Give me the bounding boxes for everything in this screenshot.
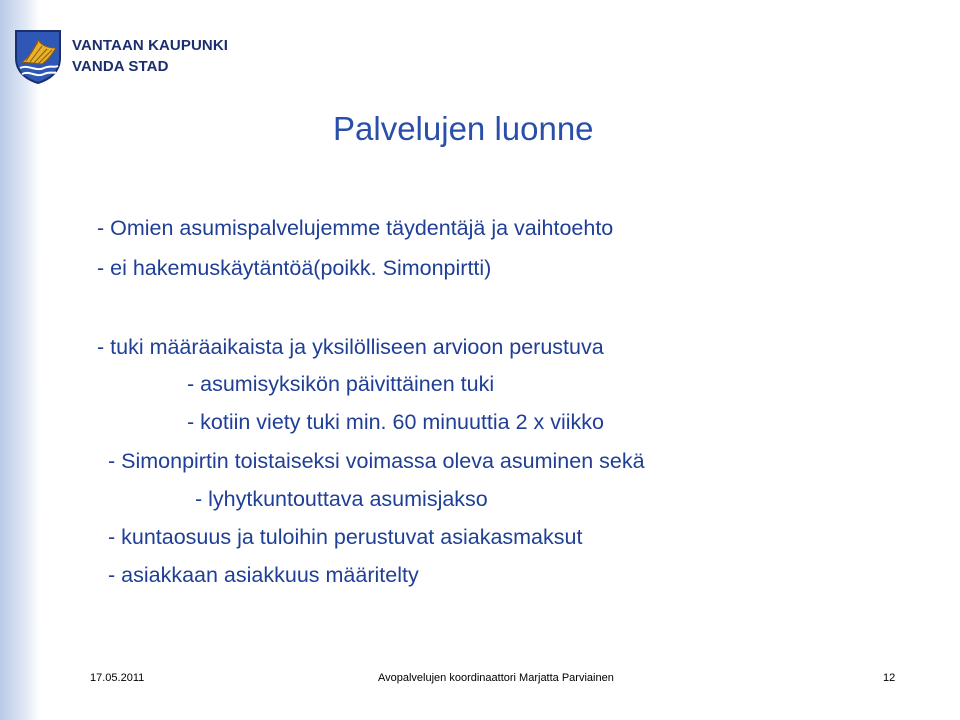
logo-text — [72, 35, 228, 77]
bullet-line: - Omien asumispalvelujemme täydentäjä ja vaihtoehto — [97, 216, 614, 240]
bullet-line: - lyhytkuntouttava asumisjakso — [195, 487, 488, 511]
slide-title: Palvelujen luonne — [333, 110, 594, 147]
logo-line-swedish: VANDA STAD — [72, 58, 169, 75]
bullet-line: - tuki määräaikaista ja yksilölliseen arvioon perustuva — [97, 335, 604, 359]
logo-line-finnish: VANTAAN KAUPUNKI — [72, 37, 229, 54]
left-gradient-band — [0, 0, 40, 720]
coat-of-arms-icon — [12, 28, 64, 84]
city-logo — [12, 28, 228, 84]
bullet-line: - kotiin viety tuki min. 60 minuuttia 2 x viikko — [187, 410, 605, 434]
footer-date: 17.05.2011 — [90, 672, 145, 684]
footer-author: Avopalvelujen koordinaattori Marjatta Parviainen — [378, 672, 614, 684]
footer-page-number: 12 — [883, 672, 896, 684]
bullet-line: - Simonpirtin toistaiseksi voimassa oleva asuminen sekä — [108, 449, 645, 473]
bullet-line: - asumisyksikön päivittäinen tuki — [187, 372, 495, 396]
bullet-line: - kuntaosuus ja tuloihin perustuvat asiakasmaksut — [108, 525, 583, 549]
bullet-line: - ei hakemuskäytäntöä(poikk. Simonpirtti) — [97, 256, 492, 280]
bullet-line: - asiakkaan asiakkuus määritelty — [108, 563, 419, 587]
